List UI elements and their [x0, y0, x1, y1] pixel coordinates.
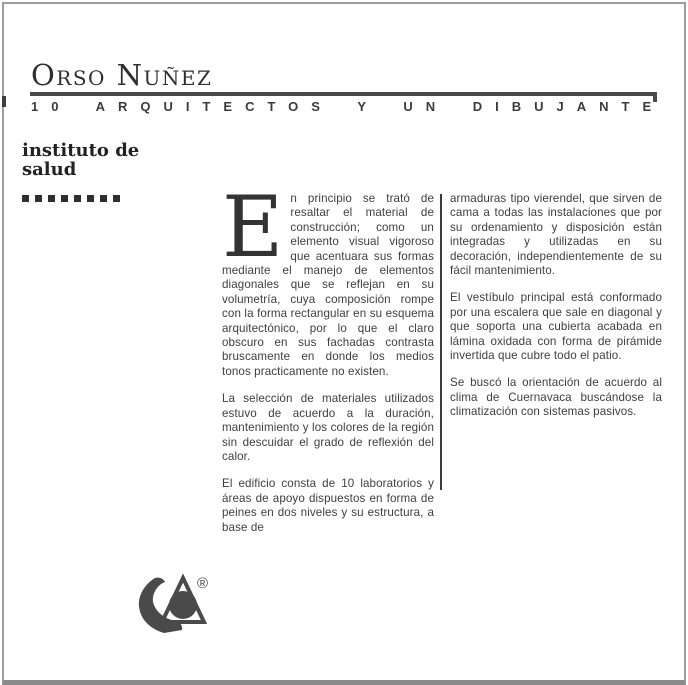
- paragraph: Se buscó la orientación de acuerdo al clima de Cuernavaca buscándose la climatización con sistemas pasivos.: [450, 376, 662, 419]
- registered-trademark-icon: ®: [197, 575, 209, 592]
- article-column-left: [222, 178, 434, 548]
- series-banner: 10 ARQUITECTOS Y UN DIBUJANTE: [31, 99, 665, 114]
- paragraph: El edificio consta de 10 laboratorios y áreas de apoyo dispuestos en forma de peines en dos niveles y su estructura, a base de: [222, 477, 434, 534]
- project-label-line1: instituto de: [22, 140, 140, 161]
- dot: [61, 195, 68, 202]
- publisher-logo: [135, 572, 213, 636]
- dots-row: [22, 195, 120, 202]
- dot: [113, 195, 120, 202]
- dot: [100, 195, 107, 202]
- paragraph: [222, 178, 434, 379]
- drop-cap: E: [222, 178, 284, 276]
- dot: [35, 195, 42, 202]
- project-label: [22, 141, 139, 179]
- article-column-right: [450, 192, 662, 433]
- paragraph-text: n principio se trató de resaltar el material de construcción; como un elemento visual vigoroso que acentuara sus formas mediante el manejo de elementos diagonales que se reflejan en su volumetría, cuya composición rompe con la forma rectangular en su esquema arquitectónico, por lo que el claro obscuro en sus fachadas contrasta bruscamente en donde los medios tonos practicamente no existen.: [222, 192, 434, 378]
- logo-circle-icon: [169, 591, 197, 619]
- project-label-line2: salud: [22, 159, 77, 180]
- page-title: Orso Nuñez: [31, 58, 213, 92]
- edge-registration-mark: [2, 96, 6, 107]
- dot: [87, 195, 94, 202]
- paragraph: armaduras tipo vierendel, que sirven de cama a todas las instalaciones que por su ordenamiento y disposición están integradas y utilizadas en su decoración, independientemente de su fácil mantenimiento.: [450, 192, 662, 278]
- dot: [48, 195, 55, 202]
- column-divider: [440, 194, 442, 490]
- paragraph: La selección de materiales utilizados estuvo de acuerdo a la duración, mantenimiento y los colores de la región sin descuidar el grado de reflexión del calor.: [222, 392, 434, 463]
- title-rule: [30, 92, 657, 96]
- dot: [22, 195, 29, 202]
- paragraph: El vestíbulo principal está conformado por una escalera que sale en diagonal y que soporta una cubierta acabada en lámina oxidada con forma de pirámide invertida que cubre todo el patio.: [450, 291, 662, 363]
- dot: [74, 195, 81, 202]
